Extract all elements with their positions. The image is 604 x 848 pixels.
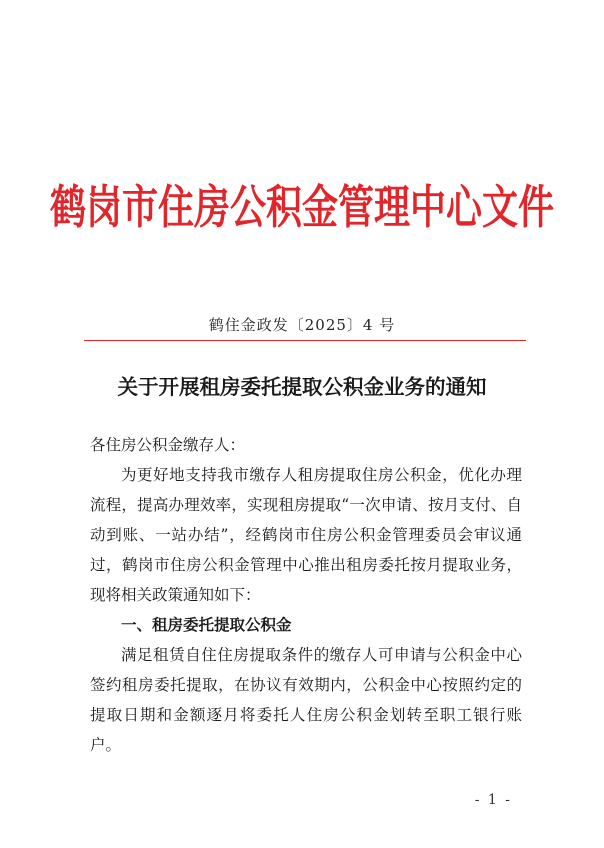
intro-paragraph: 为更好地支持我市缴存人租房提取住房公积金，优化办理流程，提高办理效率，实现租房提取“一次申请、按月支付、自动到账、一站办结”，经鹤岗市住房公积金管理委员会审议通过，鹤岗市住房公积金管理中心推出租房委托按月提取业务，现将相关政策通知如下： <box>90 466 522 604</box>
section-heading-1: 一、租房委托提取公积金 <box>121 616 292 634</box>
document-body <box>90 430 522 760</box>
salutation: 各住房公积金缴存人： <box>90 436 246 454</box>
notice-title: 关于开展租房委托提取公积金业务的通知 <box>117 375 487 399</box>
section-paragraph-1: 满足租赁自住住房提取条件的缴存人可申请与公积金中心签约租房委托提取，在协议有效期内，公积金中心按照约定的提取日期和金额逐月将委托人住房公积金划转至职工银行账户。 <box>90 646 522 754</box>
masthead-title: 鹤岗市住房公积金管理中心文件 <box>49 182 554 235</box>
document-number: 鹤住金政发〔2025〕4 号 <box>208 316 396 334</box>
red-separator-line <box>84 340 526 341</box>
page-number: - 1 - <box>474 792 512 808</box>
